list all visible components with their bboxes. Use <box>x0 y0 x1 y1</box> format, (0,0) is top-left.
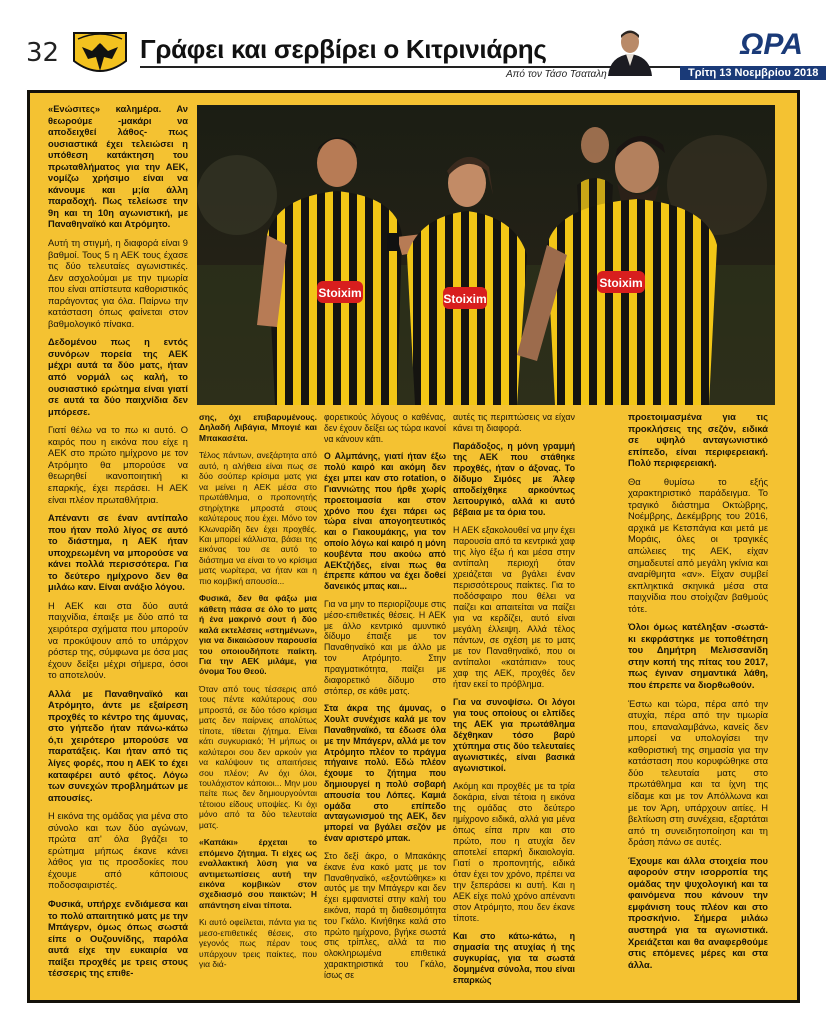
paragraph: Όλοι όμως κατέληξαν -σωστά- κι εκφράστηκε με τοποθέτηση του Δημήτρη Μελισσανίδη στην κοπή της πίτας του 2017, πως έγιναν σημαντικά λάθη, που έπρεπε να διορθωθούν. <box>628 622 768 691</box>
author-byline: Από τον Τάσο Τσαταλη <box>506 69 607 80</box>
paragraph: Τέλος πάντων, ανεξάρτητα από αυτό, η αλήθεια είναι πως σε δύο σούπερ κρίσιμα ματς για να μείνει η ΑΕΚ μέσα στο πρωτάθλημα, ο προπονητής στηρίχτηκε μπροστά στους καλύτερους που έχει. Μόνο τον Κλωναρίδη δεν έχει προχθές. Και μπορεί κάλλιστα, βάσει της εικόνας του σε αυτό το διάστημα να είναι το νο κρίσιμα ματς νωρίτερα, να ήταν και η πιο κομβική απουσία... <box>199 450 317 586</box>
page-number: 32 <box>26 38 60 68</box>
newspaper-logo: ΩΡΑ <box>740 28 803 61</box>
paragraph: Για να μην το περιορίζουμε στις μέσο-επιθετικές θέσεις. Η ΑΕΚ με άλλο κεντρικό αμυντικό δίδυμο έπαιξε με τον Παναθηναϊκό και με άλλο με τον Ατρόμητο. Στην πραγματικότητα, παίζει με διαφορετικό δίδυμο στο στόπερ, σε κάθε ματς. <box>324 599 446 696</box>
paragraph: Ακόμη και προχθές με τα τρία δοκάρια, είναι τέτοια η εικόνα της ομάδας στο δεύτερο ημίχρονο ειδικά, αλλά για μένα όπως είπα πριν και στο πρώτο, που η ατυχία δεν αποτελεί επαρκή δικαιολογία. Γιατί ο προπονητής, ειδικά όταν έχει τον χρόνο, πρέπει να την ξεπεράσει κι αυτή. Και η ΑΕΚ είχε πολύ χρόνο απέναντι στον Ατρόμητο, που δεν έκανε τίποτε. <box>453 781 575 923</box>
paragraph: σης, όχι επιβαρυμένους. Δηλαδή Λιβάγια, Μπογιέ και Μπακασέτα. <box>199 412 317 443</box>
issue-date: Τρίτη 13 Νοεμβρίου 2018 <box>680 66 826 80</box>
paragraph: Αλλά με Παναθηναϊκό και Ατρόμητο, άντε με εξαίρεση προχθές το κέντρο της άμυνας, στο γήπεδο ήταν πάνω-κάτω ό,τι χειρότερο μπορούσε να παρατάξεις. Και ήταν από τις λίγες φορές, που η ΑΕΚ το έχει καταφέρει αυτό φέτος. Λόγω των συνεχών προβλημάτων με απουσίες. <box>48 688 188 803</box>
paragraph: Αυτή τη στιγμή, η διαφορά είναι 9 βαθμοί. Τους 5 η ΑΕΚ τους έχασε τις δύο τελευταίες αγωνιστικές. Δεν ασχολούμαι με την τιμωρία που είναι απίστευτα καθοριστικός παράγοντας για όλα. Παίρνω την κατάσταση όπως φαίνεται στον βαθμολογικό πίνακα. <box>48 238 188 329</box>
paragraph: Και στο κάτω-κάτω, η σημασία της ατυχίας ή της συγκυρίας, για τα σωστά δομημένα σύνολα, που είναι επαρκώς <box>453 931 575 985</box>
paragraph: Η ΑΕΚ εξακολουθεί να μην έχει παρουσία από τα κεντρικά χαφ της λίγο έξω ή και μέσα στην αντίπαλη περιοχή όταν χρειάζεται να βγάλει έναν περισσότερους παίκτες. Για το ποδόσφαιρο που θέλει να παίζει και απαιτείται να παίζει για να κερδίζει, αυτό είναι μεγάλη έλλειψη. Αλλά τέλος πάντων, σε σχέση με το ματς με τον Παναθηναϊκό, που οι αντίπαλοι «κατάπιαν» τους χαφ της ΑΕΚ, προχθές δεν ήταν εκεί το πρόβλημα. <box>453 525 575 689</box>
paragraph: Έχουμε και άλλα στοιχεία που αφορούν στην ισορροπία της ομάδας την ψυχολογική και τα φαινόμενα που κάνουν την εμφάνιση τους πλέον και στο προσκήνιο. Σήμερα μιλάω αυστηρά για τα αγωνιστικά. Χρειάζεται και θα αναφερθούμε στις επόμενες μέρες και στα άλλα. <box>628 855 768 970</box>
sponsor-logo: Stoixim <box>599 276 643 290</box>
paragraph: Κι αυτό οφείλεται, πάντα για τις μεσο-επιθετικές θέσεις, στο γεγονός πως πέραν τους υπάρχουν τρεις παίκτες, που για διά- <box>199 917 317 970</box>
paragraph: Θα θυμίσω το εξής χαρακτηριστικό παράδειγμα. Το τραγικό διάστημα Οκτώβρης, Νοέμβρης, Δεκέμβρης του 2016, αρχικά με Κετσπάγια και μετά με Μοράις, όλες οι τραγικές απώλειες της ΑΕΚ, είχαν σημαδευτεί από μεγάλη γκίνια και αναρίθμητα «αν». Είχαν συμβεί εκπληκτικά σκηνικά μέσα στα παιχνίδια που στοίχιζαν βαθμούς τότε. <box>628 476 768 614</box>
paragraph: «Καπάκι» έρχεται το επόμενο ζήτημα. Τι είχες ως εναλλακτική λύση για να αντιμετωπίσεις αυτή την εικόνα κομβικών στον σχεδιασμό σου παικτών; Η απάντηση είναι τίποτα. <box>199 837 317 910</box>
paragraph: αυτές τις περιπτώσεις να είχαν κάνει τη διαφορά. <box>453 412 575 433</box>
paragraph: Για να συνοψίσω. Οι λόγοι για τους οποίους οι ελπίδες της ΑΕΚ για πρωτάθλημα δέχθηκαν τόσο βαρύ χτύπημα στις δύο τελευταίες αγωνιστικές, είναι βασικά αγωνιστικοί. <box>453 697 575 773</box>
sponsor-logo: Stoixim <box>443 292 487 306</box>
paragraph: Δεδομένου πως η εντός συνόρων πορεία της ΑΕΚ μέχρι αυτά τα δύο ματς, ήταν από νορμάλ ως καλή, το ουσιαστικό ερώτημα είναι γιατί σε αυτά τα δύο παιχνίδια δεν μπόρεσε. <box>48 337 188 417</box>
article-column-2 <box>199 412 317 977</box>
paragraph: Φυσικά, υπήρχε ενδιάμεσα και το πολύ απαιτητικό ματς με την Μπάγερν, όμως όπως σωστά είπε ο Ουζουνίδης, παρόλα αυτά είχε την ευκαιρία να παίξει προχθές με τρεις στους τέσσερις της επιθε- <box>48 899 188 979</box>
sponsor-logo: Stoixim <box>318 286 362 300</box>
paragraph: προετοιμασμένα για τις προκλήσεις της σεζόν, ειδικά σε υψηλό ανταγωνιστικό επίπεδο, είναι περιφερειακή. Πολύ περιφερειακή. <box>628 412 768 469</box>
paragraph: Φυσικά, δεν θα φάξω μια κάθετη πάσα σε όλο το ματς ή ένα μακρινό σουτ ή δύο καλά εκτελέσεις «στημένων», για να δικαιώσουν παρουσία του οποιουδήποτε παίκτη. Για την ΑΕΚ μιλάμε, για όνομα Του Θεού. <box>199 593 317 677</box>
paragraph: «Ενώσιτες» καλημέρα. Αν θεωρούμε -μακάρι να αποδειχθεί λάθος- πως ουσιαστικά έχει τελειώσει η υπόθεση κατάκτηση του πρωταθλήματος για την ΑΕΚ, νομίζω χρήσιμο είναι να κάνουμε και μ;ία άλλη παραδοχή. Πως τελείωσε την 9η και τη 10η αγωνιστική, με Παναθηναϊκό και Ατρόμητο. <box>48 104 188 230</box>
paragraph: Γιατί θέλω να το πω κι αυτό. Ο καιρός που η εικόνα που είχε η ΑΕΚ στο πρώτο ημίχρονο με τον Ατρόμητο θα μπορούσε να θεωρηθεί ικανοποιητική κι επαρκής, έχει περάσει. Η ΑΕΚ είναι πλέον πρωταθλήτρια. <box>48 425 188 505</box>
article-column-3 <box>324 412 446 988</box>
paragraph: Απέναντι σε έναν αντίπαλο που ήταν πολύ λίγος σε αυτό το διάστημα, η ΑΕΚ ήταν υποχρεωμένη να μπορούσε να κάνει πολλά περισσότερα. Για το δεύτερο ημίχρονο δεν θα μιλάω καν. Είναι ανάξιο λόγου. <box>48 513 188 593</box>
paragraph: φορετικούς λόγους ο καθένας, δεν έχουν δείξει ως τώρα ικανοί να κάνουν κάτι. <box>324 412 446 444</box>
page-title: Γράφει και σερβίρει ο Κιτρινιάρης <box>140 34 547 64</box>
paragraph: Παράδοξος, η μόνη γραμμή της ΑΕΚ που στάθηκε προχθές, ήταν ο άξονας. Το δίδυμο Σιμόες με Άλεφ αποδείχθηκε αρκούντως λειτουργικό, αλλά κι αυτό βέβαια με τα όρια του. <box>453 441 575 517</box>
author-portrait <box>600 26 660 76</box>
article-column-1 <box>48 104 188 987</box>
paragraph: Έστω και τώρα, πέρα από την ατυχία, πέρα από την τιμωρία που, επαναλαμβάνω, κανείς δεν μπορεί να υπολογίσει την καθοριστική της σημασία για την κατάσταση που κορυφώθηκε στα δύο τελευταία ματς στο πρωτάθλημα και τα ίχνη της είδαμε και με τον Απόλλωνα και με τον Άρη, υπάρχουν αιτίες. Η βελτίωση στη συνέχεια, εξαρτάται από τη συνειδητοποίηση και τη δράση πάνω σε αυτές. <box>628 698 768 848</box>
paragraph: Η ΑΕΚ και στα δύο αυτά παιχνίδια, έπαιξε με δύο από τα χειρότερα σχήματα που μπορούν να προκύψουν από το υπάρχον ρόστερ της, σύμφωνα με όσα μας έχουν δείξει μέχρι σήμερα, όσοι το αποτελούν. <box>48 600 188 681</box>
article-column-5 <box>628 412 768 978</box>
paragraph: Η εικόνα της ομάδας για μένα στο σύνολο και των δύο αγώνων, πρώτα απ' όλα βγάζει το ερώτημα μήπως έκανε κάνει λάθος για τις προσδοκίες που έχουμε από κάποιους ποδοσφαιριστές. <box>48 811 188 891</box>
paragraph: Όταν από τους τέσσερις από τους πέντε καλύτερους σου μπροστά, σε δύο τόσο κρίσιμα ματς δεν παίρνεις απολύτως τίποτε, τίθεται ζήτημα. Είναι κάτι συγκυριακό; Ή μήπως οι καλύτεροι σου δεν αρκούν για να καλύψουν τις απαιτήσεις σου πλέον; Αν όχι όλοι, τουλάχιστον κάποιοι... Μην μου πείτε πως δεν δημιουργούνται τέτοιου είδους υποψίες. Κι όχι μόνο από τα δύο τελευταία ματς. <box>199 683 317 830</box>
aek-eagle-logo-icon <box>70 27 130 81</box>
paragraph: Στα άκρα της άμυνας, ο Χουλτ συνέχισε καλά με τον Παναθηναϊκό, τα έδωσε όλα με την Μπάγερν, αλλά με τον Ατρόμητο πλέον το πράγμα πήγαινε πολύ. Εδώ πλέον έχουμε το ζήτημα που δημιουργεί η πολύ σοβαρή απουσία του Λόπες. Καμιά ομάδα στο επίπεδο ανταγωνισμού της ΑΕΚ, δεν μπορεί να βγάλει σεζόν με έναν αριστερό μπακ. <box>324 703 446 844</box>
paragraph: Στο δεξί άκρο, ο Μπακάκης έκανε ένα κακό ματς με τον Παναθηναϊκό, «εξοντώθηκε» κι αυτός με την Μπάγερν και δεν έχει εμφανιστεί στην καλή του εικόνα, παρά τη διαθεσιμότητα του Γκάλο. Κινήθηκε καλά στο πρώτο ημίχρονο, βγήκε σωστά στις τρίπλες, αλλά τα πιο ολοκληρωμένα επιθετικά χαρακτηριστικά του Γκάλο, ίσως σε <box>324 850 446 980</box>
paragraph: Ο Αλμπάνης, γιατί ήταν έξω πολύ καιρό και ακόμη δεν έχει μπει καν στο rotation, ο Γιαννιώτης που ήρθε χωρίς προετοιμασία και στον χρόνο που έχει πάρει ως τώρα είναι απογοητευτικός και ο Γιακουμάκης, για τον οποίο λόγω καί καιρό η μόνη κουβέντα που ακούω από ΑΕΚτζήδες, είναι πως θα έπρεπε κάπου να έχει δοθεί δανεικός μπας και... <box>324 451 446 592</box>
page-header <box>0 0 840 82</box>
article-column-4 <box>453 412 575 993</box>
players-photo <box>197 105 775 405</box>
